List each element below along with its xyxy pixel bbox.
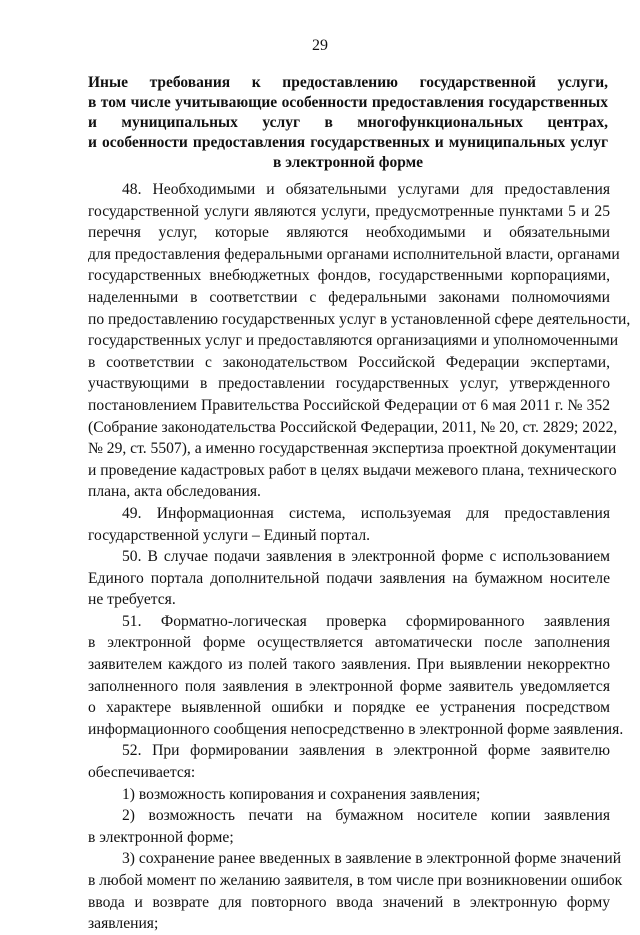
paragraph-52	[88, 740, 610, 783]
text-line: участвующими в предоставлении государственных услуг, утвержденного	[88, 375, 610, 393]
section-heading	[88, 73, 608, 173]
paragraph-48	[88, 179, 631, 503]
text-line: 1) возможность копирования и сохранения заявления;	[122, 785, 481, 803]
paragraph-50	[88, 546, 610, 611]
text-line: информационного сообщения непосредственно в электронной форме заявления.	[88, 720, 624, 738]
text-line: в соответствии с законодательством Российской Федерации экспертами,	[88, 353, 610, 371]
text-line: в электронной форме осуществляется автоматически после заполнения	[88, 634, 610, 652]
text-line: перечня услуг, которые являются необходимыми и обязательными	[88, 224, 610, 242]
list-item	[88, 784, 610, 806]
text-line: 50. В случае подачи заявления в электронной форме с использованием	[122, 548, 610, 566]
text-line: в любой момент по желанию заявителя, в том числе при возникновении ошибок	[88, 872, 623, 889]
text-line: 49. Информационная система, используемая для предоставления	[122, 504, 610, 522]
list-item	[88, 848, 623, 934]
text-line: заявления;	[88, 915, 159, 933]
text-line: государственной услуги – Единый портал.	[88, 526, 371, 544]
text-line: государственных внебюджетных фондов, государственными корпорациями,	[88, 267, 610, 285]
heading-line: в электронной форме	[272, 154, 424, 171]
text-line: по предоставлению государственных услуг в установленной сфере деятельности,	[88, 310, 631, 328]
text-line: о характере выявленной ошибки и порядке ее устранения посредством	[88, 699, 610, 717]
text-line: государственной услуги являются услуги, предусмотренные пунктами 5 и 25	[88, 202, 610, 220]
text-line: ввода и возврате для повторного ввода значений в электронную форму	[88, 893, 610, 911]
heading-line: и особенности предоставления государственных и муниципальных услуг	[88, 134, 608, 151]
heading-line: в том числе учитывающие особенности предоставления государственных	[88, 94, 608, 111]
text-line: в электронной форме;	[88, 828, 234, 846]
document-body	[88, 179, 631, 935]
heading-line: и муниципальных услуг в многофункциональных центрах,	[88, 114, 608, 131]
text-line: государственных услуг и предоставляются организациями и уполномоченными	[88, 332, 619, 350]
text-line: наделенными в соответствии с федеральными законами полномочиями	[88, 288, 610, 306]
paragraph-51	[88, 611, 624, 741]
text-line: постановлением Правительства Российской Федерации от 6 мая 2011 г. № 352	[88, 396, 610, 414]
text-line: 3) сохранение ранее введенных в заявление в электронной форме значений	[122, 850, 622, 868]
text-line: плана, акта обследования.	[88, 483, 261, 501]
text-line: для предоставления федеральными органами исполнительной власти, органами	[88, 245, 620, 263]
text-line: (Собрание законодательства Российской Федерации, 2011, № 20, ст. 2829; 2022,	[88, 418, 618, 436]
text-line: заполненного поля заявления в электронной форме заявитель уведомляется	[88, 677, 610, 695]
text-line: 48. Необходимыми и обязательными услугами для предоставления	[122, 181, 610, 198]
text-line: № 29, ст. 5507), а именно государственная экспертиза проектной документации	[88, 440, 617, 458]
text-line: 52. При формировании заявления в электронной форме заявителю	[122, 742, 610, 760]
text-line: 51. Форматно-логическая проверка сформированного заявления	[122, 612, 610, 630]
heading-line: Иные требования к предоставлению государственной услуги,	[88, 74, 608, 91]
list-item	[88, 805, 610, 848]
text-line: 2) возможность печати на бумажном носителе копии заявления	[122, 807, 610, 825]
page-number: 29	[312, 37, 328, 54]
text-line: не требуется.	[88, 591, 176, 609]
text-line: и проведение кадастровых работ в целях выдачи межевого плана, технического	[88, 461, 617, 479]
text-line: Единого портала дополнительной подачи заявления на бумажном носителе	[88, 569, 610, 587]
text-line: обеспечивается:	[88, 764, 196, 782]
paragraph-49	[88, 503, 610, 546]
text-line: заявителем каждого из полей такого заявления. При выявлении некорректно	[88, 656, 610, 674]
